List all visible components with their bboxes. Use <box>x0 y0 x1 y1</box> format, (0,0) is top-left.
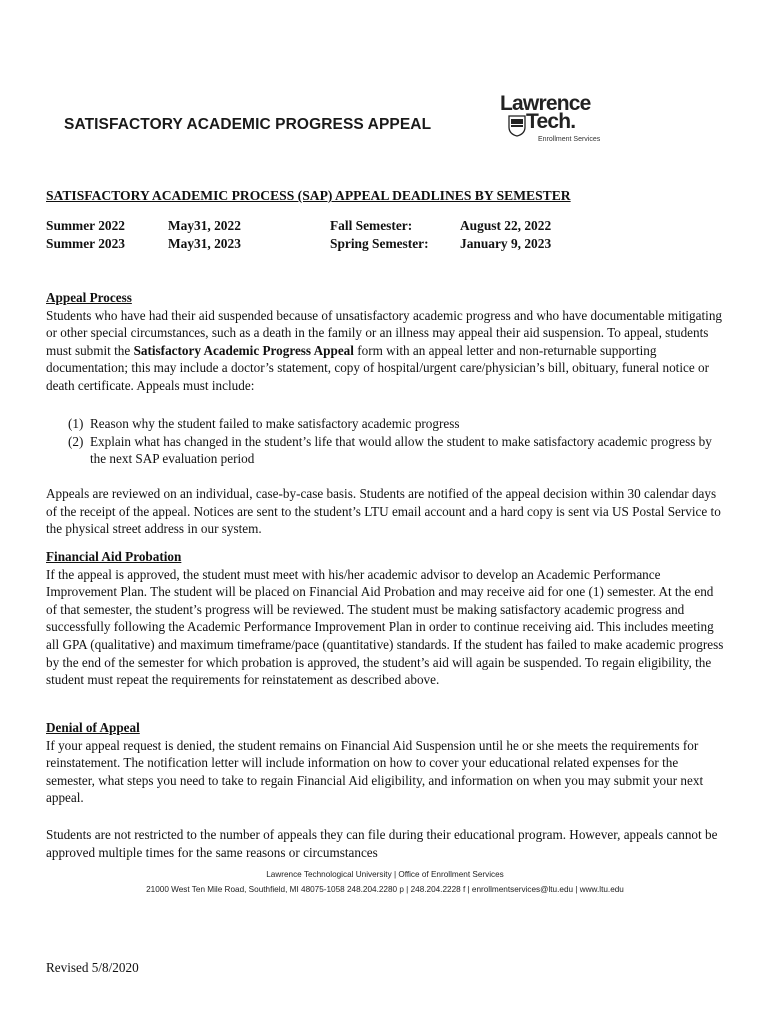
list-item: (2) Explain what has changed in the student’s life that would allow the student to make satisfactory academic progress by the next SAP evaluation period <box>68 433 712 467</box>
probation-section <box>46 548 726 689</box>
appeal-process-heading: Appeal Process <box>46 290 132 305</box>
sap-appeal-form-name: Satisfactory Academic Progress Appeal <box>133 342 354 358</box>
appeal-process-section <box>46 289 726 395</box>
appeal-requirements-list <box>68 415 728 468</box>
denial-section <box>46 719 726 807</box>
deadline-date-summer-2022: May31, 2022 <box>168 218 241 233</box>
probation-body: If the appeal is approved, the student must meet with his/her academic advisor to develop an Academic Performance Improvement Plan. The student will be placed on Financial Aid Probation and may receive aid for one (1) semester. At the end of that semester, the student’s progress will be reviewed. The student must be making satisfactory academic progress and successfully following the Academic Performance Improvement Plan in order to continue receiving aid. This includes meeting all GPA (qualitative) and maximum timeframe/pace (quantitative) standards. If the student has failed to make academic progress by the end of the semester for which probation is approved, the student’s aid will again be suspended. To regain eligibility, the student must repeat the requirements for reinstatement as described above. <box>46 566 724 688</box>
page-title: SATISFACTORY ACADEMIC PROGRESS APPEAL <box>64 116 432 133</box>
deadline-date-summer-2023: May31, 2023 <box>168 236 241 251</box>
footer-office: Lawrence Technological University | Office of Enrollment Services <box>266 870 504 879</box>
deadline-term-summer-2022: Summer 2022 <box>46 218 125 233</box>
appeal-review-paragraph: Appeals are reviewed on an individual, case-by-case basis. Students are notified of the appeal decision within 30 calendar days of the receipt of the appeal. Notices are sent to the student’s LTU email account and a hard copy is sent via US Postal Service to the physical street address in our system. <box>46 486 721 537</box>
lawrence-tech-logo <box>496 92 606 152</box>
logo-wordmark-line1: Lawrence <box>500 92 591 115</box>
probation-heading: Financial Aid Probation <box>46 549 182 564</box>
deadlines-heading: SATISFACTORY ACADEMIC PROCESS (SAP) APPEAL DEADLINES BY SEMESTER <box>46 188 571 203</box>
denial-heading: Denial of Appeal <box>46 720 140 735</box>
footer-contact: 21000 West Ten Mile Road, Southfield, MI 48075-1058 248.204.2280 p | 248.204.2228 f | enrollmentservices@ltu.edu | www.ltu.edu <box>146 885 624 894</box>
deadline-date-fall: August 22, 2022 <box>460 218 552 233</box>
logo-wordmark-line2: Tech. <box>526 110 576 133</box>
logo-subtitle: Enrollment Services <box>538 136 601 143</box>
deadline-term-fall: Fall Semester: <box>330 218 413 233</box>
deadline-term-spring: Spring Semester: <box>330 236 429 251</box>
list-item: (1) Reason why the student failed to make satisfactory academic progress <box>68 416 460 431</box>
appeals-limit-note: Students are not restricted to the number of appeals they can file during their educational program. However, appeals cannot be approved multiple times for the same reasons or circumstances <box>46 827 718 860</box>
denial-body: If your appeal request is denied, the student remains on Financial Aid Suspension until he or she meets the requirements for reinstatement. The notification letter will include information on how to cover your educational related expenses for the semester, what steps you need to take to regain Financial Aid eligibility, and information on when you may submit your next appeal. <box>46 737 704 806</box>
appeal-process-body: Students who have had their aid suspended because of unsatisfactory academic progress and who have documentable mitigating or other special circumstances, such as a death in the family or an illness may appeal their aid suspension. To appeal, students must submit the Satisfactory Academic Progress Appeal form with an appeal letter and non-returnable supporting documentation; this may include a doctor’s statement, copy of hospital/urgent care/physician’s bill, obituary, funeral notice or death certificate. Appeals must include: <box>46 307 723 393</box>
deadline-term-summer-2023: Summer 2023 <box>46 236 125 251</box>
shield-icon <box>508 115 526 137</box>
deadline-date-spring: January 9, 2023 <box>460 236 552 251</box>
revised-date: Revised 5/8/2020 <box>46 960 139 975</box>
